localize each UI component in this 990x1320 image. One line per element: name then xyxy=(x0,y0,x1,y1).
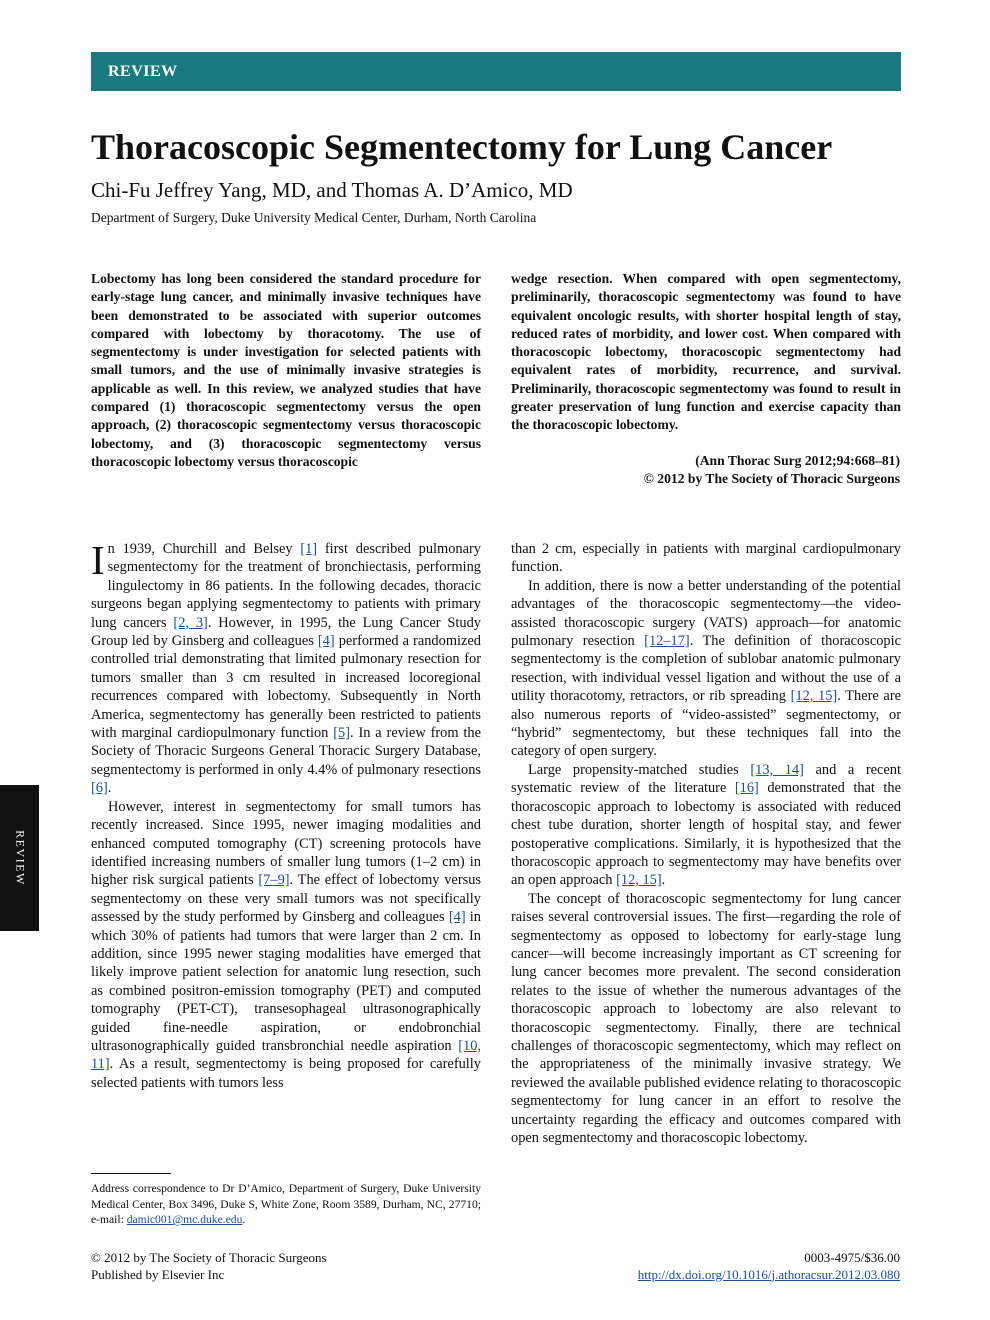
abstract-right: wedge resection. When compared with open segmentectomy, preliminarily, thoracoscopic segmentectomy was found to have equivalent oncologic results, with shorter hospital length of stay, reduced rates of morbidity, and lower cost. When compared with thoracoscopic lobectomy, thoracoscopic segmentectomy had equivalent rates of morbidity, recurrence, and survival. Preliminarily, thoracoscopic segmentectomy was found to result in greater preservation of lung function and exercise capacity than the thoracoscopic lobectomy. xyxy=(511,271,901,433)
body-column-left xyxy=(91,537,482,1092)
body-paragraph: In 1939, Churchill and Belsey [1] first described pulmonary segmentectomy for the treatment of bronchiectasis, performing lingulectomy in 86 patients. In the following decades, thoracic surgeons began applying segmentectomy to patients with primary lung cancers [2, 3]. However, in 1995, the Lung Cancer Study Group led by Ginsberg and colleagues [4] performed a randomized controlled trial demonstrating that limited pulmonary resection for tumors smaller than 3 cm resulted in increased locoregional recurrences compared with lobectomy. Subsequently in North America, segmentectomy has generally been restricted to patients with marginal cardiopulmonary function [5]. In a review from the Society of Thoracic Surgeons General Thoracic Surgery Database, segmentectomy is performed in only 4.4% of pulmonary resections [6]. xyxy=(91,537,481,797)
footnote-divider xyxy=(91,1173,171,1174)
reference-link[interactable]: [5] xyxy=(333,725,350,742)
correspondence-footnote: Address correspondence to Dr D’Amico, Department of Surgery, Duke University Medical Center, Box 3496, Duke S, White Zone, Room 3589, Durham, NC, 27710; e-mail: damic001@mc.duke.edu. xyxy=(91,1182,481,1227)
body-paragraph: than 2 cm, especially in patients with marginal cardiopulmonary function. xyxy=(511,541,901,576)
body-paragraph: In addition, there is now a better understanding of the potential advantages of the thoracoscopic segmentectomy—the video-assisted thoracoscopic surgery (VATS) approach—for anatomic pulmonary resection [12–17]. The definition of thoracoscopic segmentectomy is the completion of sublobar anatomic pulmonary resection, with individual vessel ligation and without the use of a utility thoracotomy, retractors, or rib spreading [12, 15]. There are also numerous reports of “video-assisted” segmentectomy, or “hybrid” segmentectomy, but these techniques fall into the category of open surgery. xyxy=(511,577,901,760)
side-tab-label: REVIEW xyxy=(13,830,27,886)
abstract-copyright: © 2012 by The Society of Thoracic Surgeons xyxy=(643,471,900,486)
footer-publisher: Published by Elsevier Inc xyxy=(91,1266,225,1282)
drop-cap: I xyxy=(91,537,105,583)
reference-link[interactable]: [12, 15] xyxy=(616,872,662,889)
reference-link[interactable]: [2, 3] xyxy=(173,614,208,631)
reference-link[interactable]: [12–17] xyxy=(644,633,690,650)
doi-link[interactable]: http://dx.doi.org/10.1016/j.athoracsur.2012.03.080 xyxy=(637,1266,900,1282)
journal-citation: (Ann Thorac Surg 2012;94:668–81) xyxy=(695,453,900,468)
reference-link[interactable]: [12, 15] xyxy=(790,688,838,705)
footer-issn-price: 0003-4975/$36.00 xyxy=(804,1250,900,1265)
reference-link[interactable]: [6] xyxy=(91,780,108,797)
reference-link[interactable]: [1] xyxy=(300,541,318,557)
section-label: REVIEW xyxy=(108,63,178,80)
reference-link[interactable]: [7–9] xyxy=(258,872,290,889)
body-paragraph: However, interest in segmentectomy for small tumors has recently increased. Since 1995, newer imaging modalities and enhanced computed tomography (CT) screening protocols have identified increasing numbers of smaller lung tumors (1–2 cm) in higher risk surgical patients [7–9]. The effect of lobectomy versus segmentectomy on these very small tumors was not specifically assessed by the study performed by Ginsberg and colleagues [4] in which 30% of patients had tumors that were larger than 2 cm. In addition, since 1995 newer staging modalities have emerged that likely improve patient selection for anatomic lung resection, such as combined positron-emission tomography (PET) and computed tomography (PET-CT), transesophageal ultrasonographically guided fine-needle aspiration, or endobronchial ultrasonographically guided transbronchial needle aspiration [10, 11]. As a result, segmentectomy is being proposed for carefully selected patients with tumors less xyxy=(91,798,482,1091)
reference-link[interactable]: [13, 14] xyxy=(750,761,804,778)
section-banner xyxy=(91,52,901,91)
author-affiliation: Department of Surgery, Duke University Medical Center, Durham, North Carolina xyxy=(91,210,537,225)
footer-copyright: © 2012 by The Society of Thoracic Surgeons xyxy=(91,1250,327,1265)
reference-link[interactable]: [4] xyxy=(448,909,466,926)
body-paragraph: The concept of thoracoscopic segmentectomy for lung cancer raises several controversial issues. The first—regarding the role of segmentectomy as opposed to lobectomy for early-stage lung cancer—will become increasingly important as CT screening for lung cancer becomes more prevalent. The second consideration relates to the issue of whether the numerous advantages of the thoracoscopic approach to lobectomy are also relevant to thoracoscopic segmentectomy. Finally, there are technical challenges of thoracoscopic segmentectomy, which may reflect on the appropriateness of the minimally invasive strategy. We reviewed the available published evidence relating to thoracoscopic segmentectomy for lung cancer in an effort to resolve the uncertainty regarding the efficacy and outcomes compared with open segmentectomy and thoracoscopic lobectomy. xyxy=(511,890,901,1146)
body-paragraph: Large propensity-matched studies [13, 14] and a recent systematic review of the literature [16] demonstrated that the thoracoscopic approach to lobectomy is associated with reduced chest tube duration, shorter length of hospital stay, and fewer postoperative complications. Similarly, it is hypothesized that the thoracoscopic approach to segmentectomy may have benefits over an open approach [12, 15]. xyxy=(511,761,901,889)
footer-right xyxy=(638,1250,900,1283)
footer-left xyxy=(91,1250,327,1283)
article-authors: Chi-Fu Jeffrey Yang, MD, and Thomas A. D’Amico, MD xyxy=(91,178,573,202)
reference-link[interactable]: [10, 11] xyxy=(91,1037,481,1073)
reference-link[interactable]: [16] xyxy=(734,780,759,797)
article-title: Thoracoscopic Segmentectomy for Lung Cancer xyxy=(91,127,833,167)
abstract-left: Lobectomy has long been considered the standard procedure for early-stage lung cancer, and minimally invasive techniques have been demonstrated to be associated with superior outcomes compared with lobectomy by thoracotomy. The use of segmentectomy is under investigation for selected patients with small tumors, and the use of minimally invasive strategies is applicable as well. In this review, we analyzed studies that have compared (1) thoracoscopic segmentectomy versus the open approach, (2) thoracoscopic segmentectomy versus thoracoscopic lobectomy, and (3) thoracoscopic segmentectomy versus thoracoscopic lobectomy versus thoracoscopic xyxy=(91,271,481,469)
body-column-right xyxy=(511,540,901,1147)
email-link[interactable]: damic001@mc.duke.edu xyxy=(126,1213,243,1227)
side-section-tab xyxy=(0,785,39,931)
reference-link[interactable]: [4] xyxy=(317,633,335,650)
